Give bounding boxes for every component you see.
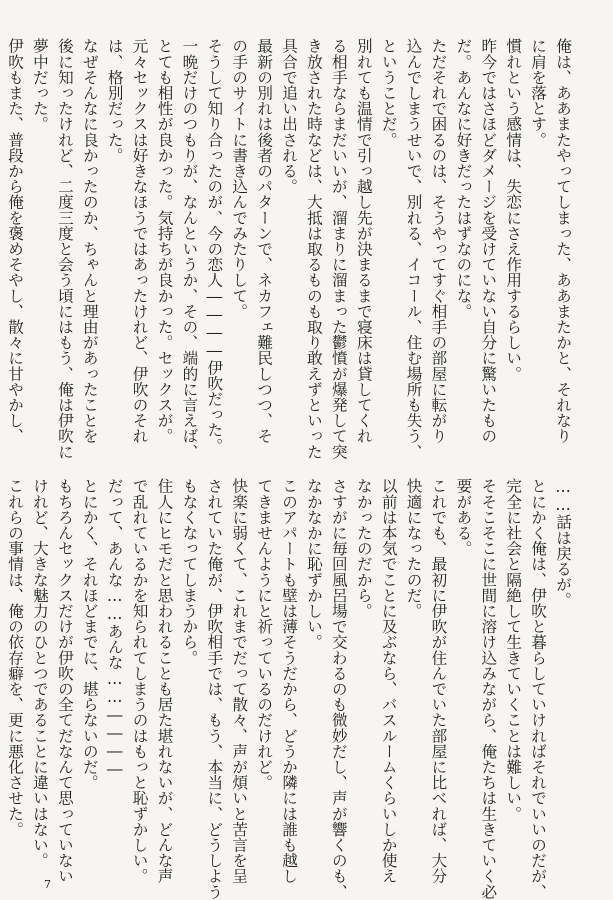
text-line: てきませんようにと祈っているのだけれど。 [255, 478, 274, 790]
text-line: 慣れという感情は、失恋にさえ作用するらしい。 [504, 38, 523, 382]
text-line: 込んでしまうせいで、別れる、イコール、住む場所も失う、 [404, 38, 423, 460]
text-line: もちろんセックスだけが伊吹の全てだなんて思っていない [55, 478, 74, 884]
text-line: ……話は戻るが。 [554, 478, 572, 608]
lower-text-block [0, 478, 575, 900]
text-line: 具合で追い出される。 [280, 38, 299, 194]
text-line: そそこそこに世間に溶け込みながら、俺たちは生きていく必 [479, 478, 498, 900]
text-line: なぜそんなに良かったのか、ちゃんと理由があったことを [80, 38, 99, 444]
text-line: とにかく俺は、伊吹と暮らしていければそれでいいのだが、 [529, 478, 548, 900]
text-line: これらの事情は、俺の依存癖を、更に悪化させた。 [6, 478, 25, 837]
text-line: とにかく、それほどまでに、堪らないのだ。 [80, 478, 99, 790]
text-line [0, 478, 2, 888]
text-line: で乱れているかを知られてしまうのはもっと恥ずかしい。 [130, 478, 149, 884]
text-line: そうして知り合ったのが、今の恋人――――伊吹だった。 [205, 38, 224, 454]
text-line: 元々セックスは好きなほうではあったけれど、伊吹のそれ [130, 38, 149, 444]
text-line: き放された時などは、大抵は取るものも取り敢えずといった [304, 38, 323, 460]
text-line: る相手ならまだいいが、溜まりに溜まった鬱憤が爆発して突 [329, 38, 348, 460]
text-line: ただそれで困るのは、そうやってすぐ相手の部屋に転がり [429, 38, 448, 444]
text-line: もなくなってしまうから。 [180, 478, 199, 666]
text-line: ということだ。 [379, 38, 398, 148]
text-line: 住人にヒモだと思われることも居た堪れないが、どんな声 [155, 478, 174, 884]
text-line: 完全に社会と隔絶して生きていくことは難しい。 [504, 478, 523, 822]
text-line: 昨今ではさほどダメージを受けていない自分に驚いたもの [479, 38, 498, 444]
text-line [0, 38, 2, 448]
text-line: 快適になったのだ。 [404, 478, 423, 619]
text-line: なかったのだから。 [354, 478, 373, 619]
page-number: 7 [44, 878, 51, 891]
text-line: さすがに毎回風呂場で交わるのも微妙だし、声が響くのも、 [329, 478, 348, 900]
text-line: けれど、大きな魅力のひとつであることに違いはない。 [30, 478, 49, 868]
text-line: だって、あんな……あんな……―――― [105, 478, 124, 778]
upper-text-block [0, 38, 575, 460]
text-line: 俺は、ああまたやってしまった、ああまたかと、それなり [554, 38, 572, 444]
text-line: の手のサイトに書き込んでみたりして。 [230, 38, 249, 319]
text-line: に肩を落とす。 [529, 38, 548, 148]
text-line: 後に知ったけれど、二度三度と会う頃にはもう、俺は伊吹に [55, 38, 74, 460]
text-line: 夢中だった。 [30, 38, 49, 132]
text-line: 一晩だけのつもりが、なんというか、その、端的に言えば、 [180, 38, 199, 460]
text-line: これでも、最初に伊吹が住んでいた部屋に比べれば、大分 [429, 478, 448, 884]
text-line: なかなかに恥ずかしい。 [304, 478, 323, 650]
text-line: 伊吹もまた、普段から俺を褒めそやし、散々に甘やかし、 [6, 38, 25, 444]
text-line: だ。あんなに好きだったはずなのにな。 [454, 38, 473, 319]
text-line: 要がある。 [454, 478, 473, 556]
text-line: とても相性が良かった。気持ちが良かった。セックスが。 [155, 38, 174, 444]
text-line: 快楽に弱くて、これまでだって散々、声が煩いと苦言を呈 [230, 478, 249, 884]
text-line: 別れても温情で引っ越し先が決まるまで寝床は貸してくれ [354, 38, 373, 444]
text-line: 以前は本気でことに及ぶなら、バスルームくらいしか使え [379, 478, 398, 884]
text-line: 最新の別れは後者のパターンで、ネカフェ難民しつつ、そ [255, 38, 274, 444]
text-line: このアパートも壁は薄そうだから、どうか隣には誰も越し [280, 478, 299, 884]
text-line: は、格別だった。 [105, 38, 124, 163]
text-line: されていた俺が、伊吹相手では、もう、本当に、どうしよう [205, 478, 224, 900]
